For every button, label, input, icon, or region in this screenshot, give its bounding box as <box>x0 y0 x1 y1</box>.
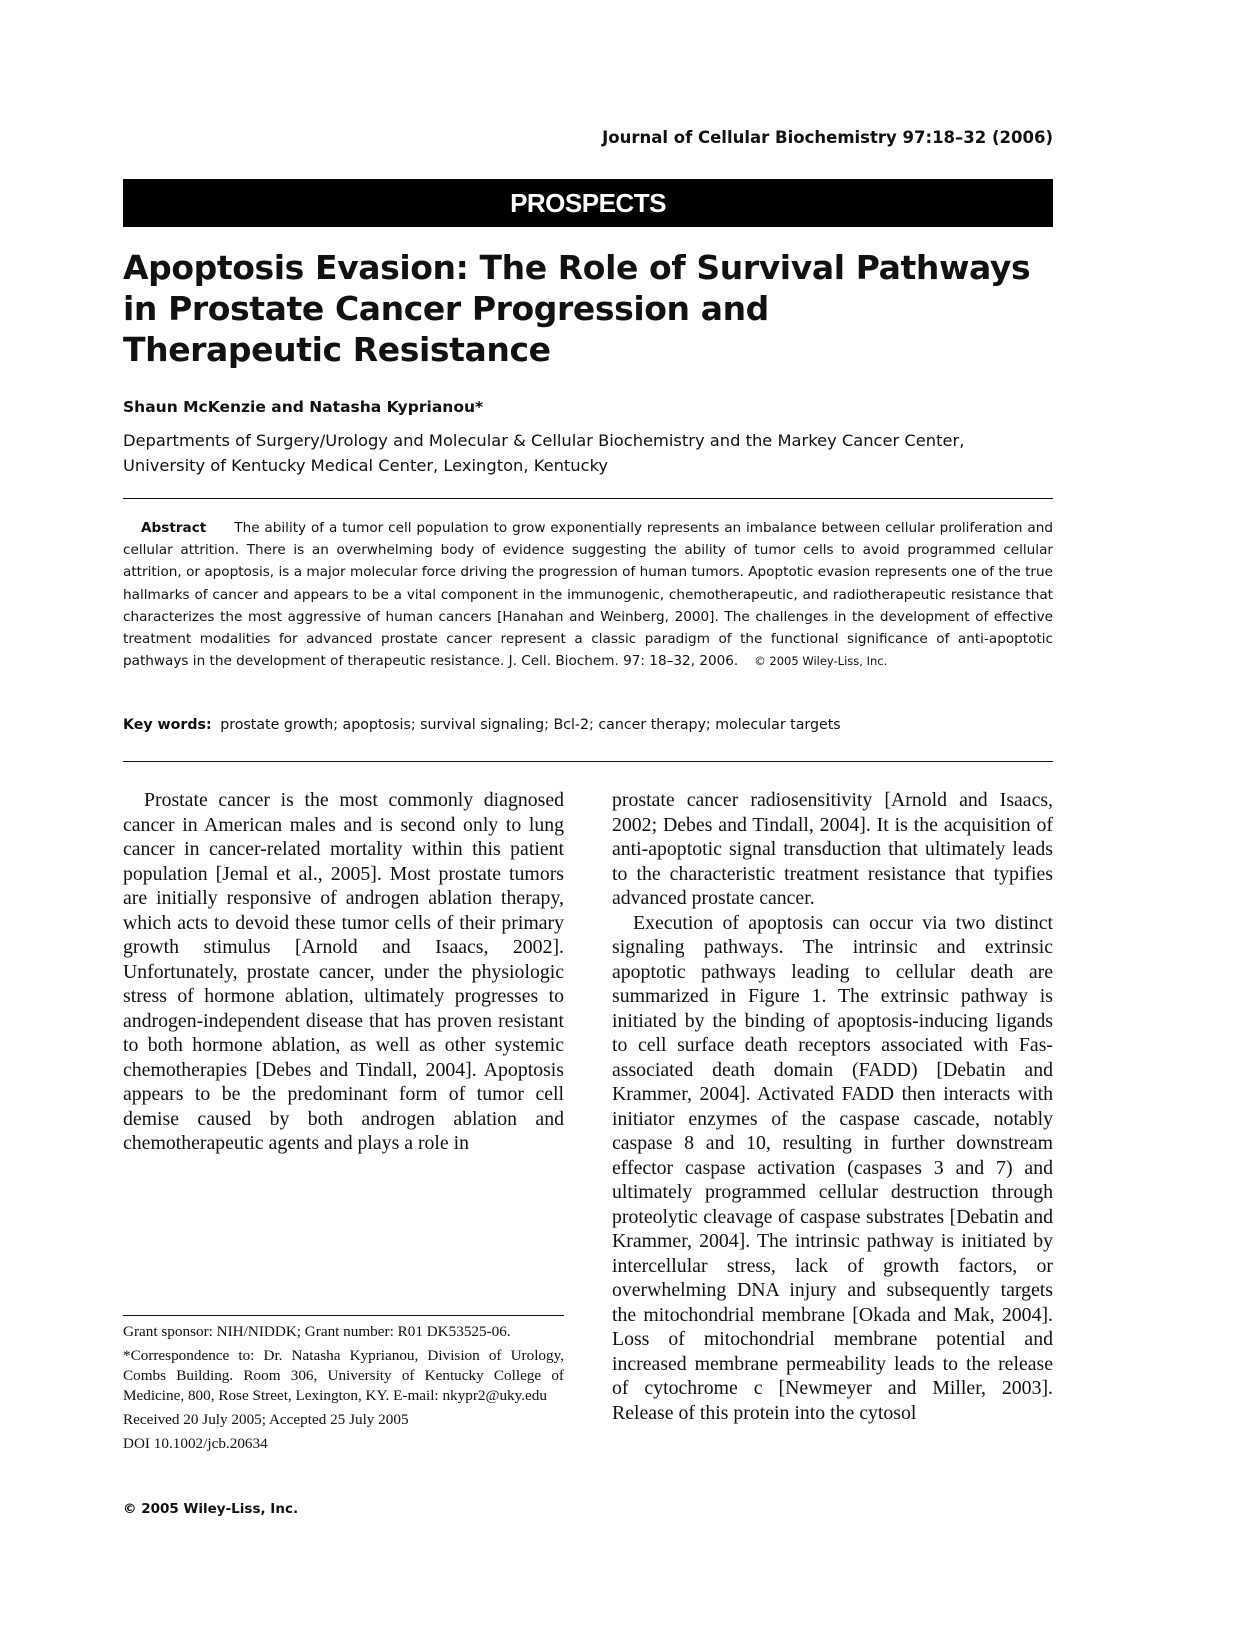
abstract-bottom-divider <box>123 761 1053 762</box>
section-banner <box>123 179 1053 227</box>
abstract-copyright: © 2005 Wiley-Liss, Inc. <box>754 654 888 669</box>
title-line: Apoptosis Evasion: The Role of Survival Pathways <box>123 248 1031 287</box>
section-banner-label: PROSPECTS <box>510 187 666 218</box>
keywords <box>123 717 841 733</box>
footnote-divider <box>123 1315 564 1316</box>
keywords-text: prostate growth; apoptosis; survival signaling; Bcl-2; cancer therapy; molecular targets <box>220 717 841 733</box>
received-footnote: Received 20 July 2005; Accepted 25 July 2005 <box>123 1411 409 1428</box>
body-paragraph: Prostate cancer is the most commonly diagnosed cancer in American males and is second only to lung cancer in cancer-related mortality within this patient population [Jemal et al., 2005]. Most prostate tumors are initially responsive of androgen ablation therapy, which acts to devoid these tumor cells of their primary growth stimulus [Arnold and Isaacs, 2002]. Unfortunately, prostate cancer, under the physiologic stress of hormone ablation, ultimately progresses to androgen-independent disease that has proven resistant to both hormone ablation, as well as other systemic chemotherapies [Debes and Tindall, 2004]. Apoptosis appears to be the predominant form of tumor cell demise caused by both androgen ablation and chemotherapeutic agents and plays a role in <box>123 789 564 1154</box>
abstract <box>123 517 1053 672</box>
abstract-text: The ability of a tumor cell population to grow exponentially represents an imbalance between cellular proliferation and cellular attrition. There is an overwhelming body of evidence suggesting the ability of tumor cells to avoid programmed cellular attrition, or apoptosis, is a major molecular force driving the progression of human tumors. Apoptotic evasion represents one of the true hallmarks of cancer and appears to be a vital component in the immunogenic, chemotherapeutic, and radiotherapeutic resistance that characterizes the most aggressive of human cancers [Hanahan and Weinberg, 2000]. The challenges in the development of effective treatment modalities for advanced prostate cancer represent a classic paradigm of the functional significance of anti-apoptotic pathways in the development of therapeutic resistance. J. Cell. Biochem. 97: 18–32, 2006. <box>123 520 1053 670</box>
body-paragraph: Execution of apoptosis can occur via two distinct signaling pathways. The intrinsic and extrinsic apoptotic pathways leading to cellular death are summarized in Figure 1. The extrinsic pathway is initiated by the binding of apoptosis-inducing ligands to cell surface death receptors associated with Fas-associated death domain (FADD) [Debatin and Krammer, 2004]. Activated FADD then interacts with initiator enzymes of the caspase cascade, notably caspase 8 and 10, resulting in further downstream effector caspase activation (caspases 3 and 7) and ultimately programmed cellular destruction through proteolytic cleavage of caspase substrates [Debatin and Krammer, 2004]. The intrinsic pathway is initiated by intercellular stress, lack of growth factors, or overwhelming DNA injury and subsequently targets the mitochondrial membrane [Okada and Mak, 2004]. Loss of mitochondrial membrane potential and increased membrane permeability leads to the release of cytochrome c [Newmeyer and Miller, 2003]. Release of this protein into the cytosol <box>612 911 1053 1424</box>
correspondence-footnote: *Correspondence to: Dr. Natasha Kyprianou, Division of Urology, Combs Building. Room 306, University of Kentucky College of Medicine, 800, Rose Street, Lexington, KY. E-mail: nkypr2@uky.edu <box>123 1347 564 1404</box>
authors: Shaun McKenzie and Natasha Kyprianou* <box>123 398 484 416</box>
doi-footnote: DOI 10.1002/jcb.20634 <box>123 1435 268 1452</box>
copyright-footer: © 2005 Wiley-Liss, Inc. <box>123 1501 299 1517</box>
body-paragraph: prostate cancer radiosensitivity [Arnold and Isaacs, 2002; Debes and Tindall, 2004]. It is the acquisition of anti-apoptotic signal transduction that ultimately leads to the characteristic treatment resistance that typifies advanced prostate cancer. <box>612 789 1053 909</box>
journal-reference: Journal of Cellular Biochemistry 97:18–32 (2006) <box>602 128 1053 147</box>
title-line: Therapeutic Resistance <box>123 330 551 369</box>
body-column-left <box>123 788 564 1156</box>
affiliation <box>123 428 1063 478</box>
top-divider <box>123 498 1053 499</box>
body-column-right <box>612 788 1053 1425</box>
keywords-label: Key words: <box>123 717 212 733</box>
article-title <box>123 247 1053 370</box>
grant-footnote: Grant sponsor: NIH/NIDDK; Grant number: R01 DK53525-06. <box>123 1323 511 1340</box>
footnotes <box>123 1322 564 1458</box>
affiliation-line: Departments of Surgery/Urology and Molecular & Cellular Biochemistry and the Markey Cancer Center, <box>123 431 965 450</box>
title-line: in Prostate Cancer Progression and <box>123 289 769 328</box>
abstract-label: Abstract <box>141 520 207 536</box>
affiliation-line: University of Kentucky Medical Center, Lexington, Kentucky <box>123 456 609 475</box>
